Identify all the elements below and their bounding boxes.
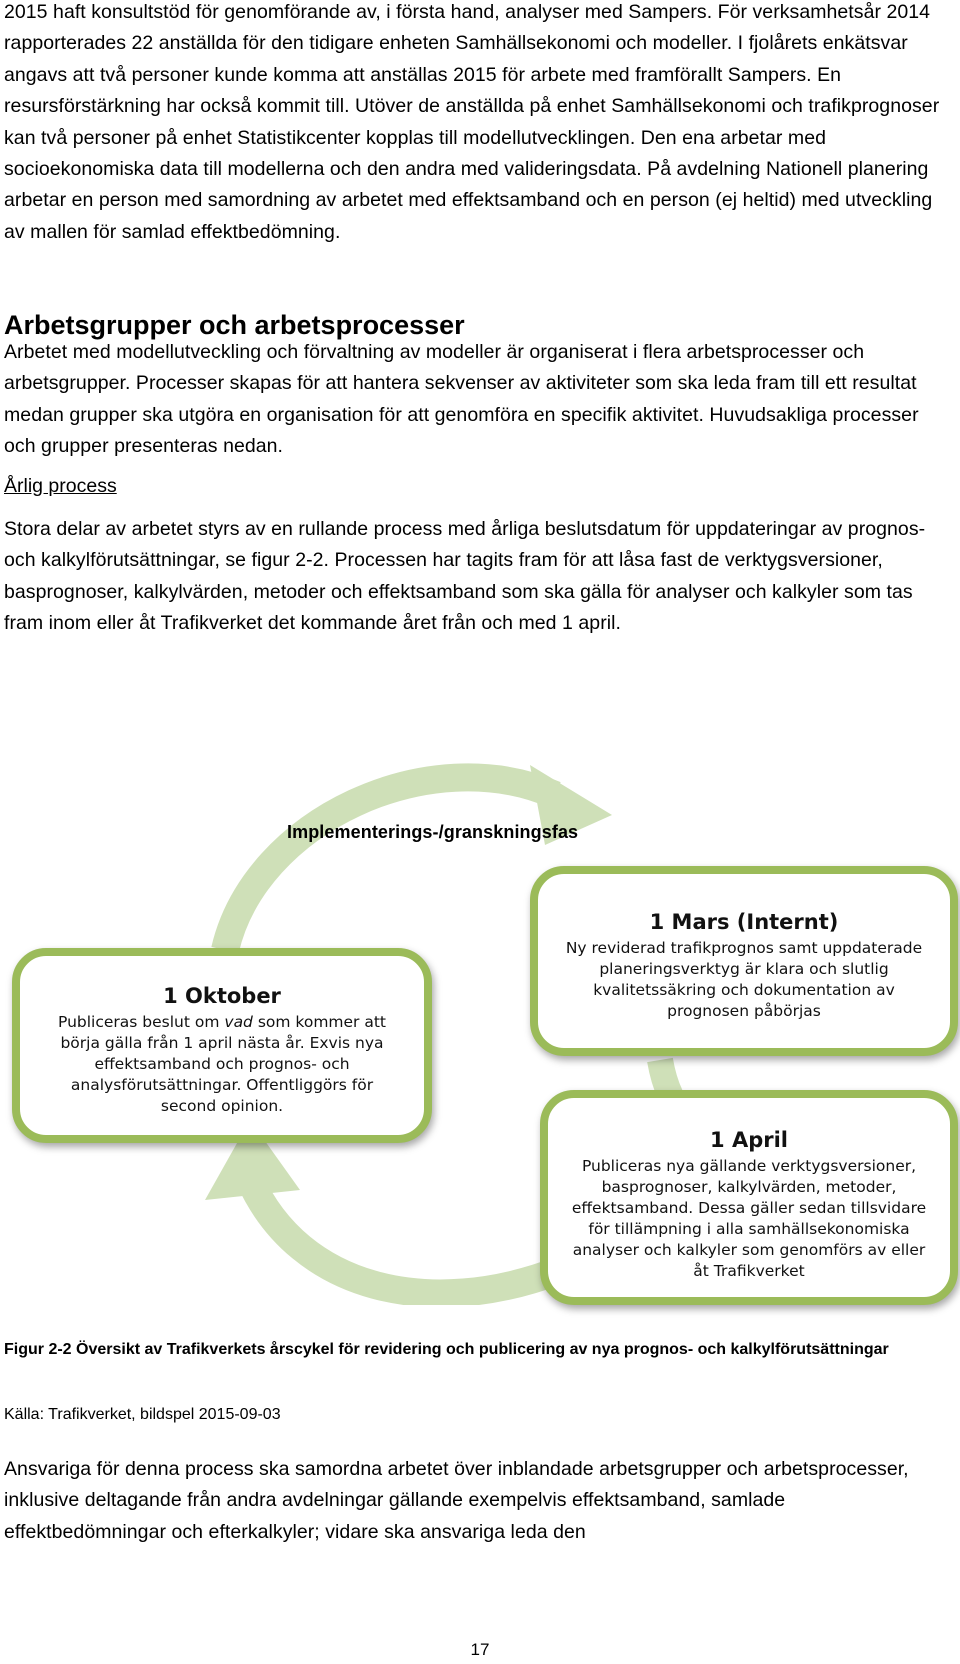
figure-title: Implementerings-/granskningsfas xyxy=(287,822,579,842)
march-date: 1 Mars (Internt) xyxy=(649,910,839,934)
april-description: Publiceras nya gällande verktygsversioner, basprognoser, kalkylvärden, metoder, effektsamband. Dessa gäller sedan tillsvidare för tillämpning i alla samhällsekonomiska analyser och kalkyler som genomförs av eller åt Trafikverket xyxy=(571,1157,927,1280)
figure-caption: Figur 2-2 Översikt av Trafikverkets årscykel för revidering och publicering av nya prognos- och kalkylförutsättningar xyxy=(4,1341,889,1358)
october-box xyxy=(12,948,432,1143)
october-description: Publiceras beslut om vad som kommer att börja gälla från 1 april nästa år. Exvis nya effektsamband och prognos- och analysförutsättningar. Offentliggörs för second opinion. xyxy=(58,1013,387,1115)
closing-paragraph: Ansvariga för denna process ska samordna arbetet över inblandade arbetsgrupper och arbetsprocesser, inklusive deltagande från andra avdelningar gällande exempelvis effektsamband, samlade effektbedömningar och efterkalkyler; vidare ska ansvariga leda den xyxy=(4,1458,909,1543)
page-number: 17 xyxy=(470,1640,490,1659)
figure-source: Källa: Trafikverket, bildspel 2015-09-03 xyxy=(4,1406,281,1423)
april-date: 1 April xyxy=(710,1128,788,1152)
section-heading: Arbetsgrupper och arbetsprocesser xyxy=(4,310,465,340)
intro-paragraph: 2015 haft konsultstöd för genomförande av, i första hand, analyser med Sampers. För verksamhetsår 2014 rapporterades 22 anställda för den tidigare enheten Samhällsekonomi och modeller. I fjolårets enkätsvar angavs att två personer kunde komma att anställas 2015 för arbete med framförallt Sampers. En resursförstärkning har också kommit till. Utöver de anställda på enhet Samhällsekonomi och trafikprognoser kan två personer på enhet Statistikcenter kopplas till modellutvecklingen. Den ena arbetar med socioekonomiska data till modellerna och den andra med valideringsdata. På avdelning Nationell planering arbetar en person med samordning av arbetet med effektsamband och en person (ej heltid) med utveckling av mallen för samlad effektbedömning. xyxy=(4,1,940,243)
annual-process-paragraph: Stora delar av arbetet styrs av en rullande process med årliga beslutsdatum för uppdateringar av prognos- och kalkylförutsättningar, se figur 2-2. Processen har tagits fram för att låsa fast de verktygsversioner, basprognoser, kalkylvärden, metoder och effektsamband som ska gälla för analyser och kalkyler som tas fram inom eller åt Trafikverket det kommande året från och med 1 april. xyxy=(4,518,926,635)
subsection-heading: Årlig process xyxy=(4,475,117,497)
arrow-top xyxy=(225,777,555,950)
march-description: Ny reviderad trafikprognos samt uppdaterade planeringsverktyg är klara och slutlig kvalitetssäkring och dokumentation av prognosen påbörjas xyxy=(565,939,923,1020)
annual-cycle-figure xyxy=(0,760,960,1305)
october-date: 1 Oktober xyxy=(163,984,281,1008)
arrow-bottom xyxy=(250,1180,560,1293)
groups-paragraph: Arbetet med modellutveckling och förvaltning av modeller är organiserat i flera arbetsprocesser och arbetsgrupper. Processer skapas för att hantera sekvenser av aktiviteter som ska leda fram till ett resultat medan grupper ska utgöra en organisation för att genomföra en specifik aktivitet. Huvudsakliga processer och grupper presenteras nedan. xyxy=(4,341,919,458)
april-box xyxy=(540,1090,958,1305)
march-box xyxy=(530,866,958,1056)
